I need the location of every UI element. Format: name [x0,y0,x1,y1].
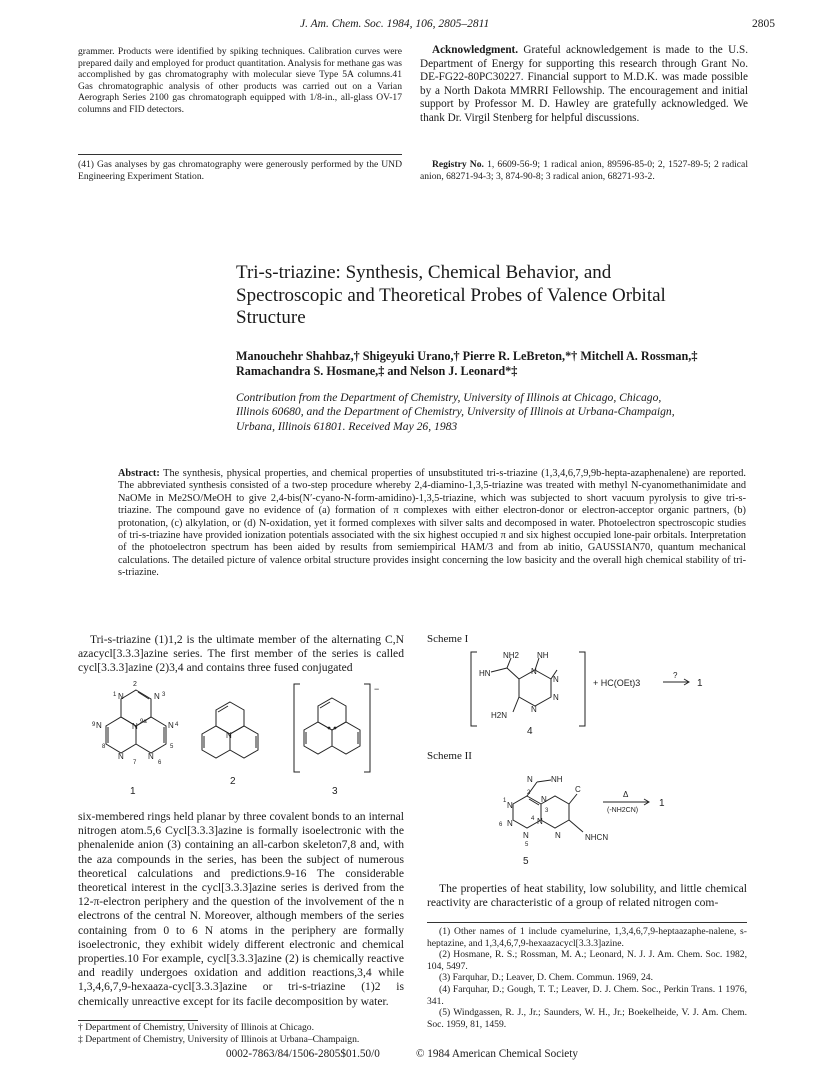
scheme-1-diagram [427,646,737,740]
registry-numbers [420,159,748,182]
svg-text:8: 8 [102,744,106,750]
acknowledgment-paragraph [420,44,748,126]
svg-text:9: 9 [92,722,96,728]
svg-text:N: N [507,801,513,810]
affiliation-footnotes [78,1022,408,1045]
svg-text:NH: NH [551,775,563,784]
svg-text:2: 2 [527,790,531,796]
scheme-1-arrow-label: ? [673,671,678,680]
page-number: 2805 [752,18,775,30]
contrib-line-2: Illinois 60680, and the Department of Chemistry, University of Illinois at Urbana-Champaign, [236,405,675,419]
svg-text:N: N [226,731,232,740]
structure-3 [294,684,370,772]
body-continued: six-membered rings held planar by three covalent bonds to an internal nitrogen atom.5,6 Cycl[3.3.3]azine is formally isoelectronic with the phenalenide anion (3) containing an all-carbon skeleton7,8 and, with the aza compounds in the series, has been the subject of numerous theoretical calculations and predictions.9-16 The considerable theoretical interest in the cycl[3.3.3]azine series is derived from the 12-π-electron periphery and the question of the involvement of the n electrons of the central N. Moreover, although members of the series containing from 0 to 6 N atoms in the periphery are formally isoelectronic, they exhibit widely different electronic and chemical properties.10 For example, cycl[3.3.3]azine (2) is chemically reactive and readily undergoes oxidation and addition reactions,3,4 while 1,3,4,6,7,9-hexaaza-cycl[3.3.3]azine or tri-s-triazine (1)2 is chemically unreactive except for its facile decomposition by water. [78,810,404,1008]
experimental-text: grammer. Products were identified by spiking techniques. Calibration curves were prepared daily and employed for product quantitation. Analysis for methane gas was accomplished by gas chromatography with molecular sieve Type 5A columns.41 Gas chromatographic analysis of other products was carried out on a Varian Aerograph Series 2100 gas chromatograph equipped with 1/8-in., all-glass OV-17 columns and FID detectors. [78,46,402,115]
svg-text:9a: 9a [140,719,147,725]
svg-text:1: 1 [503,798,507,804]
svg-text:N: N [527,775,533,784]
reference-2: (2) Hosmane, R. S.; Rossman, M. A.; Leonard, N. J. J. Am. Chem. Soc. 1982, 104, 5497. [427,949,747,972]
article-title [236,262,736,330]
label-structure-2: 2 [230,776,236,787]
svg-text:3: 3 [545,808,549,814]
title-line-1: Tri-s-triazine: Synthesis, Chemical Behavior, and [236,262,612,283]
intro-paragraph: Tri-s-triazine (1)1,2 is the ultimate member of the alternating C,N azacycl[3.3.3]azine series. The first member of the series is called cycl[3.3.3]azine (2)3,4 and contains three fused conjugated [78,633,404,675]
scheme-2-compound-label: 5 [523,856,529,867]
svg-text:N: N [531,667,537,676]
scheme-2-condition-loss: (-NH2CN) [607,807,639,814]
svg-text:N: N [148,752,154,761]
journal-reference: J. Am. Chem. Soc. 1984, 106, 2805–2811 [300,18,490,30]
scheme-1-compound-label: 4 [527,726,533,737]
label-structure-1: 1 [130,786,136,797]
authors-line-2: Ramachandra S. Hosmane,‡ and Nelson J. Leonard*‡ [236,364,518,378]
scheme-2-condition-heat: Δ [623,790,629,799]
svg-text:7: 7 [133,760,137,766]
svg-text:NH2: NH2 [503,651,520,660]
svg-text:HN: HN [479,669,491,678]
acknowledgment-heading: Acknowledgment. [432,44,519,56]
footnote-41: (41) Gas analyses by gas chromatography were generously performed by the UND Engineering Experiment Station. [78,159,402,182]
svg-text:N: N [118,752,124,761]
svg-text:N: N [96,721,102,730]
svg-text:N: N [118,692,124,701]
scheme-1-label: Scheme I [427,633,469,645]
svg-text:4: 4 [175,722,179,728]
reference-3: (3) Farquhar, D.; Leaver, D. Chem. Commun. 1969, 24. [439,972,653,984]
title-line-3: Structure [236,307,306,328]
svg-text:N: N [507,819,513,828]
scheme-1-product: 1 [697,678,703,689]
abstract [118,468,746,580]
svg-text:N: N [523,831,529,840]
svg-text:N: N [553,675,559,684]
scheme-2-label: Scheme II [427,750,472,762]
svg-text:NHCN: NHCN [585,833,609,842]
svg-text:N: N [531,705,537,714]
registry-heading: Registry No. [432,159,484,170]
contrib-line-3: Urbana, Illinois 61801. Received May 26, 1983 [236,419,458,433]
svg-text:N: N [537,817,543,826]
svg-text:N: N [555,831,561,840]
title-line-2: Spectroscopic and Theoretical Probes of Valence Orbital [236,284,666,306]
svg-text:−: − [374,684,380,694]
svg-text:5: 5 [525,842,529,848]
svg-text:2: 2 [133,681,137,688]
author-list [236,349,756,379]
footer-copyright: © 1984 American Chemical Society [416,1048,578,1060]
svg-text:NH: NH [537,651,549,660]
reference-1: (1) Other names of 1 include cyamelurine, 1,3,4,6,7,9-heptaazaphe-nalene, s-heptazine, and 1,3,4,6,7,9-hexaazacycl[3.3.3]azine. [427,926,747,949]
contribution-affiliation [236,391,756,434]
svg-text:5: 5 [170,744,174,750]
affiliation-urbana: ‡ Department of Chemistry, University of Illinois at Urbana–Champaign. [78,1033,360,1045]
svg-text:6: 6 [158,760,162,766]
references [427,926,747,1030]
properties-paragraph: The properties of heat stability, low solubility, and little chemical reactivity are characteristic of a group of related nitrogen com- [427,882,747,910]
acknowledgment-text: Grateful acknowledgement is made to the U.S. Department of Energy for supporting this research through Grant No. DE-FG22-80PC30227. Financial support to M.D.K. was made possible by a North Dakota MMRRI Fellowship. The encouragement and initial support by Professor M. D. Hawley are gratefully acknowledged. We thank Dr. Virgil Stenberg for helpful discussions. [420,44,748,124]
svg-text:H2N: H2N [491,711,508,720]
svg-text:N: N [132,722,138,731]
authors-line-1: Manouchehr Shahbaz,† Shigeyuki Urano,† Pierre R. LeBreton,*† Mitchell A. Rossman,‡ [236,349,698,363]
affiliation-chicago: † Department of Chemistry, University of Illinois at Chicago. [78,1022,314,1033]
scheme-2-product: 1 [659,798,665,809]
affiliation-rule [78,1020,198,1021]
abstract-heading: Abstract: [118,468,160,479]
abstract-text: The synthesis, physical properties, and chemical properties of unsubstituted tri-s-triazine (1,3,4,6,7,9,9b-hepta-azaphenalene) are reported. The abbreviated synthesis consisted of a two-step procedure whereby 2,4-diamino-1,3,5-triazine was treated with methyl N-cyanomethanimidate and NaOMe in Me2SO/MeOH to give 2,4-bis(N′-cyano-N-form-amidino)-1,3,5-triazine, which was subjected to short vacuum pyrolysis to give tri-s-triazine. The compound gave no evidence of (a) formation of π complexes with either electron-donor or electron-acceptor organic partners, (b) protonation, (c) alkylation, or (d) N-oxidation, yet it formed complexes with silver salts and decomposed in water. Photoelectron spectroscopic studies of tri-s-triazine have provided ionization potentials associated with the six highest occupied π and six highest occupied lone-pair orbitals. Interpretation of the photoelectron spectrum has been aided by results from semiempirical HAM/3 and from ab initio, GAUSSIAN70, quantum mechanical calculations. The detailed picture of valence orbital structure provides insight concerning the low basicity and the overall high chemical stability of tri-s-triazine. [118,468,746,579]
svg-text:6: 6 [499,822,503,828]
contrib-line-1: Contribution from the Department of Chemistry, University of Illinois at Chicago, Chicago, [236,391,662,404]
svg-text:N: N [168,721,174,730]
reference-4: (4) Farquhar, D.; Gough, T. T.; Leaver, D. J. Chem. Soc., Perkin Trans. 1 1976, 341. [427,983,747,1007]
scheme-1-reagent: + HC(OEt)3 [593,678,641,688]
structures-1-2-3 [78,676,404,806]
svg-text:C: C [575,785,581,794]
svg-text:3: 3 [162,692,166,698]
references-rule [427,922,747,923]
svg-text:N: N [541,795,547,804]
reference-5: (5) Windgassen, R. J., Jr.; Saunders, W. H., Jr.; Boekelheide, V. J. Am. Chem. Soc. 1959, 81, 1459. [427,1007,747,1030]
label-structure-3: 3 [332,786,338,797]
svg-text:1: 1 [113,692,117,698]
structure-2 [202,702,258,758]
svg-text:N: N [154,692,160,701]
registry-text: 1, 6609-56-9; 1 radical anion, 89596-85-0; 2, 1527-89-5; 2 radical anion, 68271-94-3; 3, 874-90-8; 3 radical anion, 68271-93-2. [420,159,748,182]
footnote-rule [78,154,402,155]
scheme-2-diagram [427,762,737,868]
svg-text:N: N [553,693,559,702]
svg-text:4: 4 [531,816,535,822]
footer-code: 0002-7863/84/1506-2805$01.50/0 [226,1048,380,1060]
